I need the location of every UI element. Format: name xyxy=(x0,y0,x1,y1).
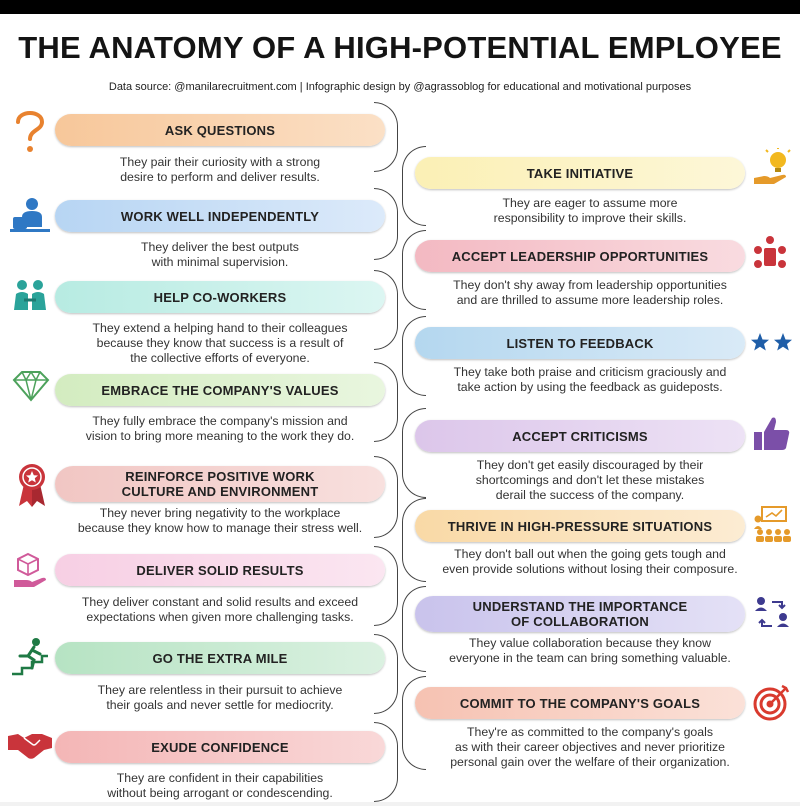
question-mark-icon xyxy=(10,108,50,154)
desc-ask-questions: They pair their curiosity with a strong desire to perform and deliver results. xyxy=(119,155,321,184)
desc-accept-criticisms: They don't get easily discouraged by their shortcomings and don't let these mistakes derail the success of the company. xyxy=(475,458,705,502)
helping-people-icon xyxy=(10,276,50,316)
pill-commit-goals: COMMIT TO THE COMPANY'S GOALS xyxy=(415,687,745,719)
desc-accept-leadership: They don't shy away from leadership opportunities and are thrilled to assume more leadership roles. xyxy=(453,278,727,307)
pill-accept-criticisms: ACCEPT CRITICISMS xyxy=(415,420,745,452)
pill-collaboration: UNDERSTAND THE IMPORTANCE OF COLLABORATION xyxy=(415,596,745,632)
pill-listen-feedback: LISTEN TO FEEDBACK xyxy=(415,327,745,359)
desc-deliver-results: They deliver constant and solid results and exceed expectations when given more challenging tasks. xyxy=(81,595,359,624)
target-icon xyxy=(752,682,792,722)
desc-embrace-values: They fully embrace the company's mission and vision to bring more meaning to the work they do. xyxy=(85,414,355,443)
pill-help-coworkers: HELP CO-WORKERS xyxy=(55,281,385,313)
pill-embrace-values: EMBRACE THE COMPANY'S VALUES xyxy=(55,374,385,406)
lightbulb-hand-icon xyxy=(752,148,792,188)
desc-reinforce-culture: They never bring negativity to the workplace because they know how to manage their stress well. xyxy=(77,506,363,535)
page-title: THE ANATOMY OF A HIGH-POTENTIAL EMPLOYEE xyxy=(18,30,782,65)
bottom-edge xyxy=(0,802,800,806)
pill-take-initiative: TAKE INITIATIVE xyxy=(415,157,745,189)
pill-thrive-pressure: THRIVE IN HIGH-PRESSURE SITUATIONS xyxy=(415,510,745,542)
stars-icon xyxy=(750,331,794,355)
desc-collaboration: They value collaboration because they know everyone in the team can bring something valuable. xyxy=(449,636,731,665)
desc-commit-goals: They're as committed to the company's goals as with their career objectives and never prioritize personal gain over the welfare of their organization. xyxy=(450,725,730,769)
person-at-desk-icon xyxy=(10,195,50,235)
desc-listen-feedback: They take both praise and criticism graciously and take action by using the feedback as guideposts. xyxy=(453,365,727,394)
pill-extra-mile: GO THE EXTRA MILE xyxy=(55,642,385,674)
award-ribbon-icon xyxy=(15,462,49,508)
pill-accept-leadership: ACCEPT LEADERSHIP OPPORTUNITIES xyxy=(415,240,745,272)
desc-thrive-pressure: They don't ball out when the going gets tough and even provide solutions without losing their composure. xyxy=(442,547,738,576)
desc-extra-mile: They are relentless in their pursuit to achieve their goals and never settle for mediocrity. xyxy=(97,683,343,712)
page-subtitle: Data source: @manilarecruitment.com | Infographic design by @agrassoblog for educational and motivational purposes xyxy=(108,81,692,93)
hand-box-icon xyxy=(12,550,52,590)
pill-reinforce-culture: REINFORCE POSITIVE WORK CULTURE AND ENVIRONMENT xyxy=(55,466,385,502)
audience-presentation-icon xyxy=(752,505,792,545)
desc-work-independently: They deliver the best outputs with minimal supervision. xyxy=(141,240,299,269)
team-exchange-icon xyxy=(752,594,792,634)
top-black-bar xyxy=(0,0,800,14)
pill-work-independently: WORK WELL INDEPENDENTLY xyxy=(55,200,385,232)
meeting-table-icon xyxy=(750,234,790,274)
diamond-icon xyxy=(12,370,50,402)
pill-deliver-results: DELIVER SOLID RESULTS xyxy=(55,554,385,586)
desc-help-coworkers: They extend a helping hand to their colleagues because they know that success is a result of the collective efforts of everyone. xyxy=(92,321,348,365)
desc-exude-confidence: They are confident in their capabilities without being arrogant or condescending. xyxy=(107,771,333,800)
pill-exude-confidence: EXUDE CONFIDENCE xyxy=(55,731,385,763)
thumbs-up-icon xyxy=(752,414,792,454)
running-stairs-icon xyxy=(10,636,50,676)
pill-ask-questions: ASK QUESTIONS xyxy=(55,114,385,146)
handshake-icon xyxy=(8,728,52,762)
desc-take-initiative: They are eager to assume more responsibility to improve their skills. xyxy=(493,196,687,225)
